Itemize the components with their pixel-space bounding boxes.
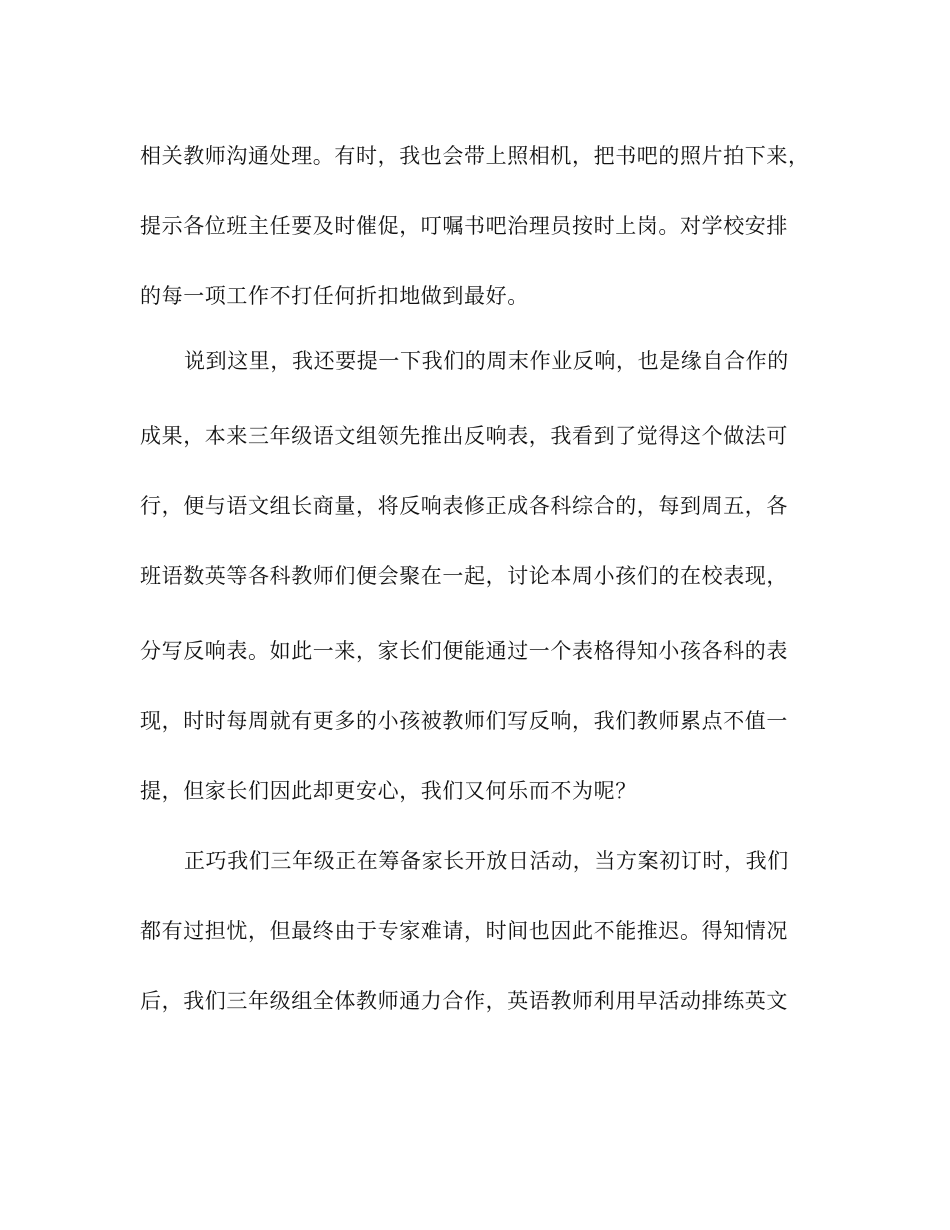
text-line-1: 相关教师沟通处理。有时，我也会带上照相机，把书吧的照片拍下来， [140, 144, 810, 168]
text-line-10: 提，但家长们因此却更安心，我们又何乐而不为呢？ [140, 779, 637, 803]
text-line-8: 分写反响表。如此一来，家长们便能通过一个表格得知小孩各科的表 [140, 639, 788, 663]
text-line-7: 班语数英等各科教师们便会聚在一起，讨论本周小孩们的在校表现， [140, 564, 788, 588]
text-line-12: 都有过担忧，但最终由于专家难请，时间也因此不能推迟。得知情况 [140, 919, 788, 943]
text-line-6: 行，便与语文组长商量，将反响表修正成各科综合的，每到周五，各 [140, 494, 788, 518]
paragraph-start-line-4: 说到这里，我还要提一下我们的周末作业反响，也是缘自合作的 [184, 349, 789, 373]
text-line-2: 提示各位班主任要及时催促，叮嘱书吧治理员按时上岗。对学校安排 [140, 214, 788, 238]
paragraph-start-line-11: 正巧我们三年级正在筹备家长开放日活动，当方案初订时，我们 [184, 849, 789, 873]
text-line-9: 现，时时每周就有更多的小孩被教师们写反响，我们教师累点不值一 [140, 709, 788, 733]
text-line-13: 后，我们三年级组全体教师通力合作，英语教师利用早活动排练英文 [140, 989, 788, 1013]
text-line-3: 的每一项工作不打任何折扣地做到最好。 [140, 284, 529, 308]
text-line-5: 成果，本来三年级语文组领先推出反响表，我看到了觉得这个做法可 [140, 424, 788, 448]
